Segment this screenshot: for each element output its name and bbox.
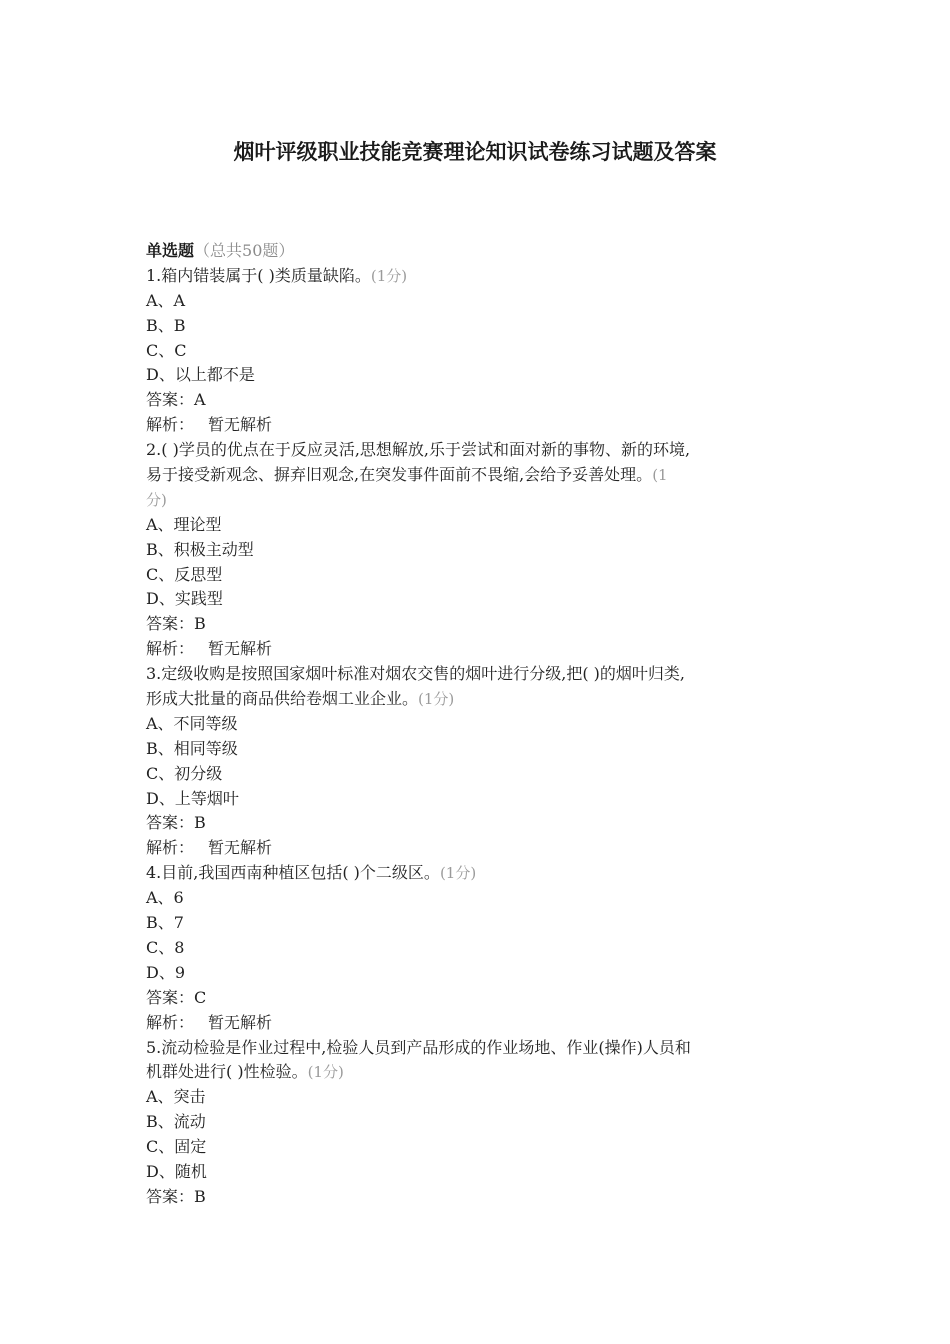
option-a: A、A [146,290,186,310]
question-list [146,239,816,1210]
question-stem-line-1: 2.( )学员的优点在于反应灵活,思想解放,乐于尝试和面对新的事物、新的环境, [146,440,691,460]
question-score: (1分) [307,1063,344,1082]
option-a: A、理论型 [146,514,222,534]
answer-line [146,612,816,637]
answer-line [146,986,816,1011]
answer-value: C [194,987,207,1007]
option-d: D、上等烟叶 [146,788,239,808]
option-c: C、反思型 [146,564,223,584]
option-c: C、8 [146,937,185,957]
answer-value: A [194,390,206,410]
analysis-value: 暂无解析 [208,1012,273,1032]
answer-value: B [194,1186,206,1206]
option-d: D、实践型 [146,589,223,609]
question-score-continued: 分) [146,490,167,509]
option-b: B、相同等级 [146,738,238,758]
option-c: C、初分级 [146,763,223,783]
document-title: 烟叶评级职业技能竞赛理论知识试卷练习试题及答案 [233,140,717,164]
question-stem-line-1: 5.流动检验是作业过程中,检验人员到产品形成的作业场地、作业(操作)人员和 [146,1037,691,1057]
section-title: 单选题 [146,241,195,260]
option-a: A、6 [146,888,184,908]
question-4 [146,861,816,1035]
analysis-line [146,1011,816,1036]
analysis-value: 暂无解析 [208,838,273,858]
question-3 [146,662,816,861]
question-stem-line-2: 形成大批量的商品供给卷烟工业企业。(1分) [146,689,455,709]
question-score: (1分) [418,690,455,709]
analysis-value: 暂无解析 [208,415,273,435]
option-b: B、B [146,315,186,335]
question-stem: 1.箱内错装属于( )类质量缺陷。(1分) [146,265,408,285]
option-c: C、C [146,340,187,360]
option-b: B、流动 [146,1112,206,1132]
section-count: （总共50题） [194,241,295,260]
answer-value: B [194,813,206,833]
option-c: C、固定 [146,1137,207,1157]
analysis-line [146,413,816,438]
answer-line [146,811,816,836]
analysis-line [146,836,816,861]
question-score: (1 [652,466,668,485]
question-stem-line-2: 机群处进行( )性检验。(1分) [146,1062,344,1082]
option-b: B、7 [146,913,184,933]
section-header [146,239,816,264]
answer-label: 答案： [146,1186,195,1206]
question-stem-line-1: 3.定级收购是按照国家烟叶标准对烟农交售的烟叶进行分级,把( )的烟叶归类, [146,664,686,684]
question-stem: 4.目前,我国西南种植区包括( )个二级区。(1分) [146,863,477,883]
option-d: D、9 [146,962,186,982]
answer-line [146,388,816,413]
option-b: B、积极主动型 [146,539,254,559]
analysis-value: 暂无解析 [208,639,273,659]
answer-label: 答案： [146,813,195,833]
question-score: (1分) [370,266,408,285]
analysis-label: 解析： [146,415,195,435]
answer-label: 答案： [146,614,195,634]
question-1 [146,264,816,438]
analysis-line [146,637,816,662]
question-score: (1分) [439,864,477,883]
question-2 [146,438,816,662]
answer-line [146,1185,816,1210]
answer-value: B [194,614,206,634]
option-a: A、不同等级 [146,713,238,733]
option-d: D、随机 [146,1161,207,1181]
option-d: D、以上都不是 [146,365,255,385]
analysis-label: 解析： [146,838,195,858]
question-stem-line-2: 易于接受新观念、摒弃旧观念,在突发事件面前不畏缩,会给予妥善处理。(1 [146,465,668,485]
answer-label: 答案： [146,390,195,410]
question-5 [146,1036,816,1210]
analysis-label: 解析： [146,1012,195,1032]
analysis-label: 解析： [146,639,195,659]
option-a: A、突击 [146,1087,206,1107]
answer-label: 答案： [146,987,195,1007]
